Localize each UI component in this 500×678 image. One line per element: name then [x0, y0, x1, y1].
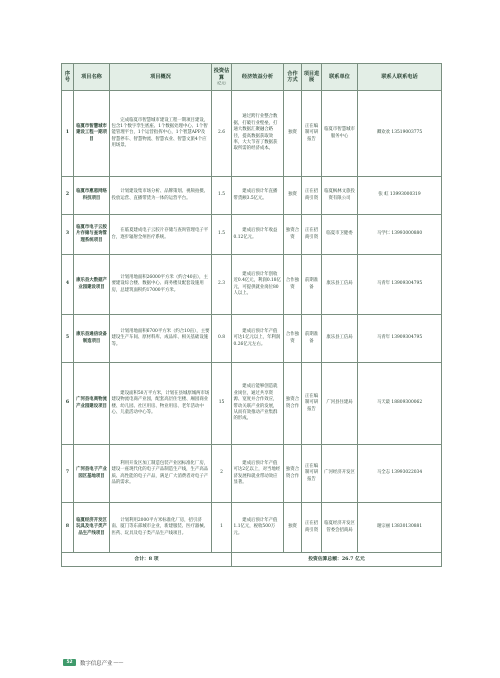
- row-name: 临夏市智慧城市建设工程一期项目: [74, 91, 110, 177]
- row-benefit: 建成后预计年产值1.1亿元，税收500万元。: [232, 503, 284, 553]
- row-no: 3: [62, 215, 74, 255]
- row-name: 临夏市惠恩网络科技项目: [74, 177, 110, 215]
- row-investment: 1.5: [212, 215, 232, 255]
- row-progress: 正在招商引资: [302, 503, 322, 553]
- row-contact: 谢宗丽 13830130881: [358, 503, 442, 553]
- row-no: 6: [62, 363, 74, 445]
- row-overview: 完成临夏市智慧城市建设工程一期项目建设，包含1个数字孪生底座、1个数据处理中心、1个智能管理平台，1个运营指挥中心，1个智慧APP及智慧停车、智慧物流、智慧农业、智慧文旅4个应用场景。: [110, 91, 212, 177]
- row-coop: 独资: [284, 503, 302, 553]
- row-unit: 临夏枫林文旅投资有限公司: [322, 177, 358, 215]
- row-no: 2: [62, 177, 74, 215]
- row-no: 1: [62, 91, 74, 177]
- page-footer: [63, 658, 123, 667]
- row-progress: 正在招商引资: [302, 177, 322, 215]
- table-row: [62, 215, 442, 255]
- row-contact: 卿欢欢 13519003775: [358, 91, 442, 177]
- row-investment: 1.5: [212, 177, 232, 215]
- row-unit: 临夏经济开发区管委会招商局: [322, 503, 358, 553]
- total-investment: 投资估算总额：26.7 亿元: [232, 553, 442, 567]
- row-unit: 广河县住建局: [322, 363, 358, 445]
- project-table: [61, 63, 442, 567]
- row-progress: 正在招商引资: [302, 215, 322, 255]
- row-progress: 正在编制可研报告: [302, 363, 322, 445]
- row-unit: 广河经济开发区: [322, 445, 358, 503]
- row-overview: 建设面积50万平方米，计划在县城原城两市场建设物流电商产业园，配套高层住宅楼、厢园商业楼、幼儿园、社区用房、物业用房、老年活动中心、儿童活动中心等。: [110, 363, 212, 445]
- page-number: 52: [63, 659, 76, 666]
- row-unit: 临夏市卫健委: [322, 215, 358, 255]
- row-coop: 独资合资: [284, 215, 302, 255]
- row-benefit: 建成后预计年直播带货额3.5亿元。: [232, 177, 284, 215]
- header-contact: 联系人联系电话: [358, 64, 442, 91]
- row-no: 7: [62, 445, 74, 503]
- row-overview: 在临夏建成电子云胶片存储与查询管理电子平台，逐步辐射全州医疗系统。: [110, 215, 212, 255]
- header-overview: 项目概况: [110, 64, 212, 91]
- row-progress: 前期准备: [302, 255, 322, 315]
- row-name: 康乐县通信设备制造项目: [74, 315, 110, 363]
- header-coop: 合作方式: [284, 64, 302, 91]
- row-investment: 1: [212, 503, 232, 553]
- table-row: [62, 315, 442, 363]
- row-name: 临夏经济开发区玩具及电子类产品生产线项目: [74, 503, 110, 553]
- header-investment-label: 投资估算: [213, 68, 230, 81]
- header-benefit: 经济效益分析: [232, 64, 284, 91]
- row-investment: 15: [212, 363, 232, 445]
- table-row: [62, 177, 442, 215]
- row-overview: 计划用地面积26000平方米（约合40亩），主要建设综合楼、数据中心、商务楼及配套设施用房，总建筑面积约17000平方米。: [110, 255, 212, 315]
- header-progress: 项目进展: [302, 64, 322, 91]
- row-coop: 独资合资合作: [284, 363, 302, 445]
- header-investment: [212, 64, 232, 91]
- row-unit: 临夏市智慧城市服务中心: [322, 91, 358, 177]
- row-unit: 康乐县工信局: [322, 315, 358, 363]
- row-contact: 马天最 18809300062: [358, 363, 442, 445]
- table-row: [62, 445, 442, 503]
- row-overview: 利用开发区加工制造包装产业园标准化厂房，建设一座现代化的电子产品制造生产线，生产高品质、高性能的电子产品，满足广大消费者对电子产品的需求。: [110, 445, 212, 503]
- row-investment: 2.3: [212, 255, 232, 315]
- header-name: 项目名称: [74, 64, 110, 91]
- row-name: 广河县电子产业园区基地项目: [74, 445, 110, 503]
- total-label: 合计：8 项: [62, 553, 232, 567]
- row-coop: 合作独资: [284, 255, 302, 315]
- section-title-dash: ——: [113, 659, 124, 666]
- row-coop: 合作独资: [284, 315, 302, 363]
- table-row: [62, 91, 442, 177]
- row-investment: 2.6: [212, 91, 232, 177]
- header-no: 序号: [62, 64, 74, 91]
- row-progress: 正在编制可研报告: [302, 91, 322, 177]
- project-table-container: [61, 63, 441, 567]
- row-benefit: 建成后能够创造就业岗位，通过共享资源、宽度并合作效应，带动关联产业的发展，从而有效推动产业集群的形成。: [232, 363, 284, 445]
- row-coop: 独资合资合作: [284, 445, 302, 503]
- row-coop: 独资: [284, 177, 302, 215]
- header-contact-unit: 联系单位: [322, 64, 358, 91]
- table-row: [62, 255, 442, 315]
- table-row: [62, 503, 442, 553]
- row-contact: 张 虹 13993000319: [358, 177, 442, 215]
- table-header-row: [62, 64, 442, 91]
- table-row: [62, 363, 442, 445]
- row-investment: 2: [212, 445, 232, 503]
- header-investment-unit: （亿元）: [214, 81, 229, 86]
- row-benefit: 建成后预计年创收近0.4亿元，利润0.18亿元，可提供就业岗位80人以上。: [232, 255, 284, 315]
- row-benefit: 建成后预计年产值可达1亿元以上，年利润0.26亿元左右。: [232, 315, 284, 363]
- section-title: 数字信息产业: [80, 660, 113, 667]
- row-contact: 马青年 13909304795: [358, 315, 442, 363]
- row-contact: 马青年 13909304795: [358, 255, 442, 315]
- row-overview: 计划利用2000平方米标准化厂房，招引济南、厦门等东部城市企业，新建服装、医疗器械、医药、玩具及电子类产品生产线项目。: [110, 503, 212, 553]
- row-unit: 康乐县工信局: [322, 255, 358, 315]
- row-contact: 马学仁 13993000880: [358, 215, 442, 255]
- row-name: 广河县电商物流产业园建设项目: [74, 363, 110, 445]
- row-no: 4: [62, 255, 74, 315]
- row-overview: 计划建设集市场分析、品牌策划、视频拍摄、投放运营、直播带货为一体的运营平台。: [110, 177, 212, 215]
- row-no: 5: [62, 315, 74, 363]
- row-contact: 马全志 13993022034: [358, 445, 442, 503]
- row-coop: 独资: [284, 91, 302, 177]
- table-total-row: [62, 553, 442, 567]
- row-benefit: 建成后预计年产值可达2亿以上，对当地经济发展和就业带动效应显著。: [232, 445, 284, 503]
- row-progress: 正在编制可研报告: [302, 445, 322, 503]
- row-progress: 前期准备: [302, 315, 322, 363]
- row-benefit: 通过跨行业整合数据，打破行业壁垒，打通大数据汇聚融合路径，提高数据获取效率，大大节省了数据获取所需的经济成本。: [232, 91, 284, 177]
- row-name: 临夏市电子云胶片存储与查询管理系统项目: [74, 215, 110, 255]
- row-benefit: 建成后预计年收益0.12亿元。: [232, 215, 284, 255]
- row-no: 8: [62, 503, 74, 553]
- row-investment: 0.8: [212, 315, 232, 363]
- row-name: 康乐县大数据产业园建设项目: [74, 255, 110, 315]
- row-overview: 计划用地面积6700平方米（约合10亩），主要建设生产车间、原材料库、成品库、相关基础设施等。: [110, 315, 212, 363]
